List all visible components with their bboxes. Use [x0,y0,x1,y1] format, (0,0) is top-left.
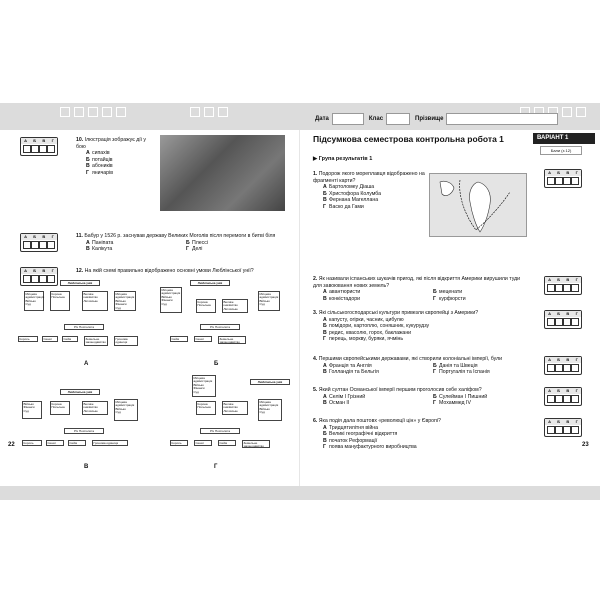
answer-box-1[interactable]: А Б В Г [544,169,582,188]
question-1: 1. Подорож якого мореплавця відображено на фрагменті карти? А Бартоломеу Діаша Б Христофора Колумба В Фернана Магеллана Г Васко да Гами [313,171,425,210]
diagram-b-right-list: Місцева адміністрація Військо Суд [258,291,280,311]
answer-box-q12[interactable]: А Б В Г [20,267,58,286]
answer-box-3[interactable]: А Б В Г [544,310,582,329]
question-6: 6. Яка подія дала поштовх «революції цін» у Європі? А Тридцятилітня війна Б Великі географічні відкриття В початок Реформації Г поява мануфактурного виробництва [313,418,441,450]
question-4: 4. Першими європейськими державами, які створили колоніальні імперії, були А Франція та Англія В Голландія та Бельгія Б Данія та Швеція Г Португалія та Іспанія [313,356,503,375]
grade-field[interactable]: Бали (з 12) [540,146,582,155]
answer-box-6[interactable]: А Б В Г [544,418,582,437]
date-label: Дата [315,116,329,122]
diagram-g-right-list: Місцева адміністрація Військо Суд [258,399,282,421]
class-label: Клас [368,116,384,122]
question-11: 11. Бабур у 1526 р. заснував державу Великих Моголів після перемоги в битві біля А Паніпата В Калікута Б Плессі Г Делі [76,233,276,252]
question-5: 5. Який султан Османської імперії першим проголосив себе халіфом? А Селім І Грізний В Осман ІІ Б Сулейман І Пишний Г Мохаммед IV [313,387,488,406]
bottom-band [0,486,600,500]
surname-field[interactable] [446,113,558,125]
diagram-g-top-list: Місцева адміністрація Військо Фінанси Суд [192,375,216,397]
diagram-a-left-list: Місцева адміністрація Військо Суд [24,291,44,311]
diagram-label-g: Г [214,464,218,470]
date-field[interactable] [332,113,364,125]
answer-box-q10[interactable]: А Б В Г [20,137,58,156]
top-band [0,103,600,130]
page-spine [299,130,300,486]
diagram-label-a: А [84,361,89,367]
header-fields [315,113,558,125]
diagram-b-left-list: Місцева адміністрація Військо Фінанси Суд [160,287,182,313]
page-number-right: 23 [582,442,589,448]
variant-badge: ВАРІАНТ 1 [533,133,595,144]
answer-box-4[interactable]: А Б В Г [544,356,582,375]
diagram-label-v: В [84,464,89,470]
decor-squares-left [60,107,126,117]
diagram-a-right-list: Місцева адміністрація Військо Фінанси Суд [115,291,135,310]
diagram-v-right-list: Місцева адміністрація Військо Суд [114,399,138,421]
question-3: 3. Які сільськогосподарські культури привезли європейці з Америки? А капусту, огірки, часник, цибулю Б помідори, картоплю, соняшник, кукурудзу В редис, квасолю, горох, баклажани Г перець, моркву, буряки, ячмінь [313,310,479,342]
question-10: 10. Ілюстрація зображує дії у бою А сипахів Б потайців В абоників Г яничарів [76,137,146,176]
answer-box-5[interactable]: А Б В Г [544,387,582,406]
page-number-left: 22 [8,442,15,448]
surname-label: Прізвище [415,116,444,122]
question-2: 2. Як називали іспанських шукачів пригод, які після відкриття Америки вирушили туди для завоювання нових земель? А авантюристи В конкістадори Б меценати Г курфюрсти [313,276,521,302]
class-field[interactable] [386,113,410,125]
battle-illustration [160,135,285,211]
page-title: Підсумкова семестрова контрольна робота 1 [313,134,504,144]
diagram-label-b: Б [214,361,219,367]
answer-box-q11[interactable]: А Б В Г [20,233,58,252]
voyage-map [429,173,527,237]
question-12: 12. На якій схемі правильно відображено основні умови Люблінської унії? [76,268,254,274]
answer-box-2[interactable]: А Б В Г [544,276,582,295]
diagram-v-left-list: Військо Фінанси Суд [22,401,42,419]
workbook-spread: Дата Клас Прізвище А Б В Г 10. Ілюстрація зображує дії у бою А сипахів Б потайців В абоників Г яничарів А Б В Г 11. Бабур у 1526 р. заснував державу Великих Моголів після перемоги в битві біля А Паніпата В Калікута Б Плессі Г Делі А Б В Г 12. На якій схемі правильно відображено основні умови Люблінської унії? Люблінська унія Місцева адміністрація Військо Суд Корона Польська Велике князівство Литовське Місцева адміністрація Військо Фінанси Суд Річ Посполита Король Сенат Сейм Земельне законодавство Грошова одиниця А Люблінська унія Місцева адміністрація Військо Фінанси Суд Корона Польська Велике князівство Литовське Місцева адміністрація Військо Суд Річ Посполита Сейм Сенат Земельне законодавство Б Люблінська унія Військо Фінанси Суд Корона Польська Велике князівство Литовське Місцева адміністрація Військо Суд Річ Посполита Король Сенат Сейм Грошова одиниця В Місцева адміністрація Військо Фінанси Суд Люблінська унія Корона Польська Велике князівство Литовське Місцева адміністрація Військо Суд Річ Посполита Король Сенат Сейм Земельне законодавство Г Підсумкова семестрова контрольна робота 1 ВАРІАНТ 1 Бали (з 12) ▶ Група результатів 1 А Б В Г 1. Подорож якого мореплавця відображено на фрагменті карти? А Бартоломеу Діаша Б Христофора Колумба В Фернана Магеллана Г Васко да Гами А Б В Г 2. Як називали іспанських шукачів пригод, які після відкриття Америки вирушили туди для завоювання нових земель? А авантюристи В конкістадори Б меценати Г курфюрсти А Б В Г 3. Які сільськогосподарські культури привезли європейці з Америки? А капусту, огірки, часник, цибулю Б помідори, картоплю, соняшник, кукурудзу В редис, квасолю, горох, баклажани Г перець, моркву, буряки, ячмінь А Б В Г 4. Першими європейськими державами, які створили колоніальні імперії, були А Франція та Англія В Голландія та Бельгія Б Данія та Швеція Г Португалія та Іспанія А Б В Г 5. Який султан Османської імперії першим проголосив себе халіфом? А Селім І Грізний В Осман ІІ Б Сулейман І Пишний Г Мохаммед IV А Б В Г 6. Яка подія дала поштовх «революції цін» у Європі? А Тридцятилітня війна Б Великі географічні відкриття В початок Реформації Г поява мануфактурного виробництва 22 23 [0,103,600,500]
results-group-title: ▶ Група результатів 1 [313,156,373,162]
decor-squares-mid [190,107,228,117]
